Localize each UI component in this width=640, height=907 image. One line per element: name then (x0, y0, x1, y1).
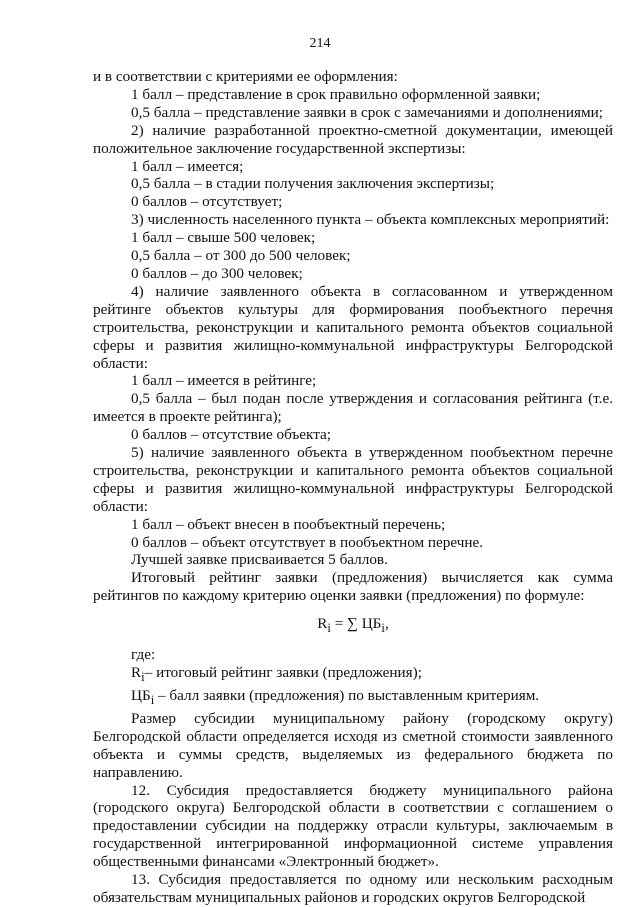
paragraph: 0,5 балла – от 300 до 500 человек; (131, 247, 351, 265)
paragraph: 0 баллов – объект отсутствует в пообъектном перечне. (131, 533, 484, 551)
paragraph: 5) наличие заявленного объекта в утвержденном пообъектном перечне строительства, реконструкции и капитального ремонта объектов социальной сферы и развития жилищно-коммунальной инфраструктуры Белгородской области: (93, 444, 613, 515)
paragraph: 0,5 балла – представление заявки в срок с замечаниями и дополнениями; (131, 103, 603, 121)
paragraph: 0 баллов – отсутствие объекта; (131, 426, 331, 444)
paragraph: 13. Субсидия предоставляется по одному или нескольким расходным обязательствам муниципальных районов и городских округов Белгородской (93, 871, 613, 906)
paragraph: 3) численность населенного пункта – объекта комплексных мероприятий: (131, 211, 610, 229)
paragraph: Лучшей заявке присваивается 5 баллов. (131, 551, 388, 569)
def-r-symbol: R (131, 664, 142, 682)
def-cb-text: – балл заявки (предложения) по выставленным критериям. (158, 686, 540, 704)
paragraph: 0,5 балла – был подан после утверждения и согласования рейтинга (т.е. имеется в проекте рейтинга); (93, 390, 613, 426)
formula-rhs-sub: i (381, 621, 385, 636)
formula-tail: , (384, 615, 389, 633)
document-body (93, 68, 613, 907)
paragraph: 0 баллов – до 300 человек; (131, 264, 303, 282)
page-number: 214 (309, 36, 331, 51)
formula-op: = ∑ ЦБ (330, 615, 382, 633)
def-r-text: – итоговый рейтинг заявки (предложения); (144, 664, 422, 682)
paragraph: 0,5 балла – в стадии получения заключения экспертизы; (131, 175, 495, 193)
paragraph: 0 баллов – отсутствует; (131, 193, 283, 211)
def-cb-symbol: ЦБ (131, 686, 151, 704)
paragraph: Итоговый рейтинг заявки (предложения) вычисляется как сумма рейтингов по каждому критерию оценки заявки (предложения) по формуле: (93, 569, 613, 605)
paragraph: и в соответствии с критериями ее оформления: (93, 68, 398, 85)
rating-formula (93, 615, 613, 638)
def-cb-sub: i (150, 693, 155, 707)
definition-r (93, 664, 613, 687)
paragraph: Размер субсидии муниципальному району (городскому округу) Белгородской области определяется исходя из сметной стоимости заявленного объекта и суммы средств, выделяемых из федерального бюджета по направлению. (93, 709, 613, 781)
paragraph: 1 балл – имеется; (131, 157, 244, 175)
def-r-sub: i (141, 670, 145, 685)
paragraph: 1 балл – представление в срок правильно оформленной заявки; (131, 85, 541, 103)
definition-cb (93, 687, 613, 710)
paragraph: где: (131, 646, 156, 664)
paragraph: 4) наличие заявленного объекта в согласованном и утвержденном рейтинге объектов культуры для формирования пообъектного перечня строительства, реконструкции и капитального ремонта объектов социальной сферы и развития жилищно-коммунальной инфраструктуры Белгородской области: (93, 282, 613, 372)
paragraph: 1 балл – свыше 500 человек; (131, 229, 316, 247)
paragraph: 1 балл – имеется в рейтинге; (131, 372, 317, 390)
paragraph: 1 балл – объект внесен в пообъектный перечень; (131, 515, 446, 533)
paragraph: положительное заключение государственной экспертизы: (93, 139, 466, 157)
formula-lhs: R (317, 615, 328, 633)
formula-lhs-sub: i (327, 621, 331, 636)
paragraph: 2) наличие разработанной проектно-сметной документации, имеющей (131, 121, 613, 139)
paragraph: 12. Субсидия предоставляется бюджету муниципального района (городского округа) Белгородской области в соответствии с соглашением о предоставлении субсидии на поддержку отрасли культуры, заключаемым в государственной интегрированной информационной системе управления общественными финансами «Электронный бюджет». (93, 781, 613, 871)
